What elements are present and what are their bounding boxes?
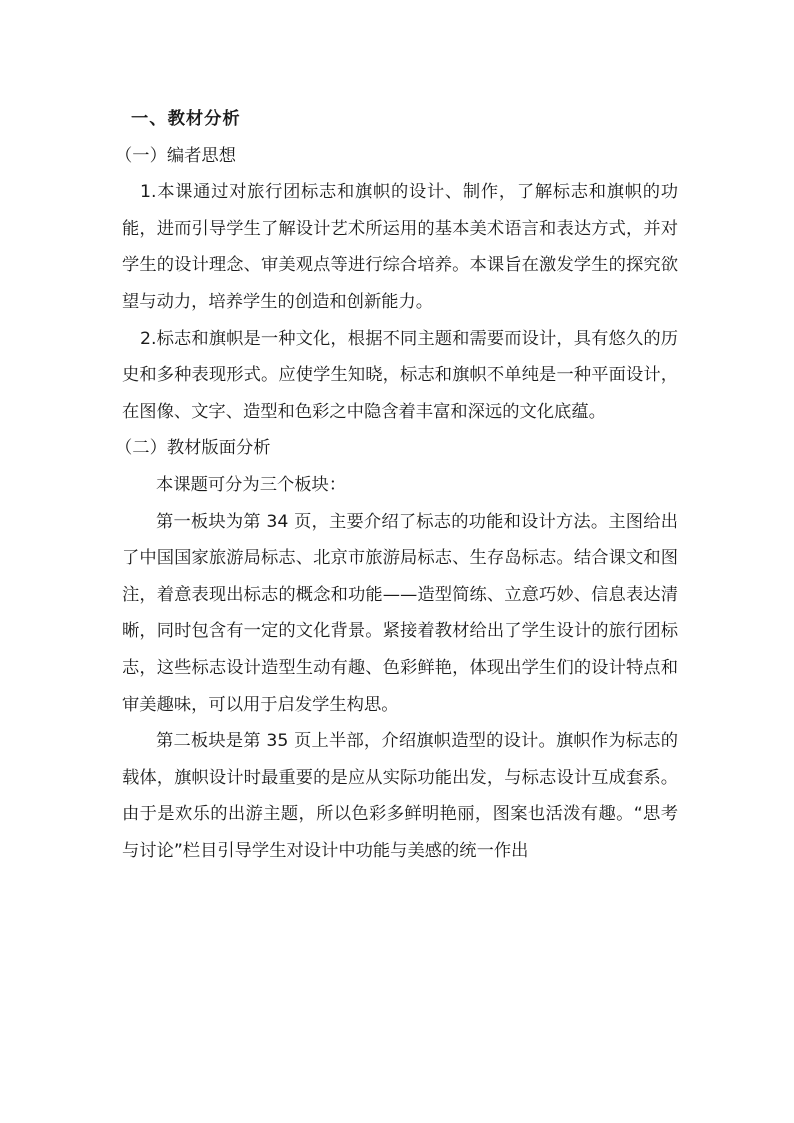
- paragraph-2: 2.标志和旗帜是一种文化，根据不同主题和需要而设计，具有悠久的历史和多种表现形式。应使学生知晓，标志和旗帜不单纯是一种平面设计，在图像、文字、造型和色彩之中隐含着丰富和深远的文化底蕴。: [122, 328, 678, 422]
- subsection-heading-editor-thought: （一）编者思想: [115, 145, 236, 166]
- paragraph-1: 1.本课通过对旅行团标志和旗帜的设计、制作，了解标志和旗帜的功能，进而引导学生了解设计艺术所运用的基本美术语言和表达方式，并对学生的设计理念、审美观点等进行综合培养。本课旨在激发学生的探究欲望与动力，培养学生的创造和创新能力。: [122, 182, 678, 312]
- document-body: [115, 101, 678, 869]
- paragraph-5: 第二板块是第 35 页上半部，介绍旗帜造型的设计。旗帜作为标志的载体，旗帜设计时最重要的是应从实际功能出发，与标志设计互成套系。由于是欢乐的出游主题，所以色彩多鲜明艳丽，图案也活泼有趣。“思考与讨论”栏目引导学生对设计中功能与美感的统一作出: [122, 731, 678, 861]
- subsection-heading-layout-analysis: （二）教材版面分析: [115, 438, 271, 459]
- section-heading: 一、教材分析: [131, 109, 241, 129]
- paragraph-3: 本课题可分为三个板块：: [156, 474, 347, 495]
- paragraph-4: 第一板块为第 34 页，主要介绍了标志的功能和设计方法。主图给出了中国国家旅游局标志、北京市旅游局标志、生存岛标志。结合课文和图注，着意表现出标志的概念和功能——造型简练、立意巧妙、信息表达清晰，同时包含有一定的文化背景。紧接着教材给出了学生设计的旅行团标志，这些标志设计造型生动有趣、色彩鲜艳，体现出学生们的设计特点和审美趣味，可以用于启发学生构思。: [122, 511, 678, 715]
